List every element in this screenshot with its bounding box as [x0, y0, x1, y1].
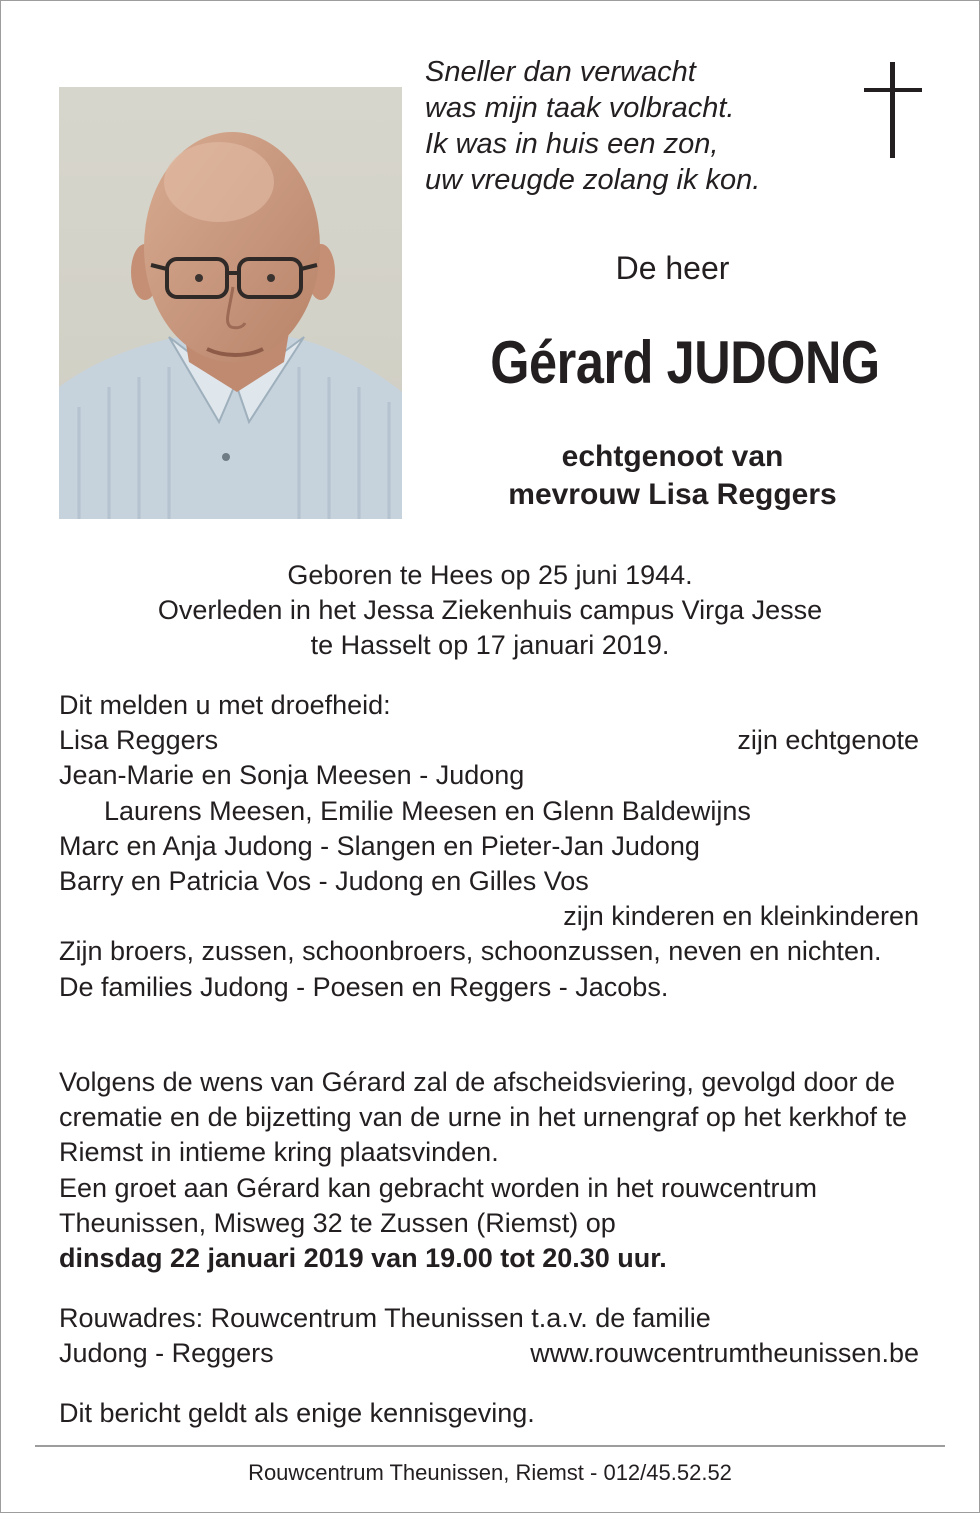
footer-divider	[35, 1445, 945, 1447]
memorial-poem	[425, 54, 760, 198]
greeting-text: Een groet aan Gérard kan gebracht worden in het rouwcentrum Theunissen, Misweg 32 te Zussen (Riemst) op	[59, 1172, 817, 1238]
death-line: Overleden in het Jessa Ziekenhuis campus Virga Jesse	[157, 595, 823, 625]
ceremony-info	[59, 1065, 919, 1276]
spouse-block	[420, 438, 925, 514]
announce-intro: Dit melden u met droefheid:	[59, 690, 391, 720]
honorific: De heer	[615, 250, 730, 286]
death-place-line: te Hasselt op 17 januari 2019.	[310, 630, 670, 660]
footer-contact: Rouwcentrum Theunissen, Riemst - 012/45.52.52	[248, 1460, 732, 1485]
spouse-line-1: echtgenoot van	[561, 440, 784, 473]
ceremony-text: Volgens de wens van Gérard zal de afscheidsviering, gevolgd door de crematie en de bijzetting van de urne in het urnengraf op het kerkhof te Riemst in intieme kring plaatsvinden.	[59, 1067, 908, 1168]
family-line: Barry en Patricia Vos - Judong en Gilles Vos	[59, 865, 589, 896]
poem-line: Ik was in huis een zon,	[425, 128, 719, 160]
family-announcement	[59, 688, 919, 1005]
address-line-2: Judong - Reggers	[59, 1338, 274, 1369]
mourning-address	[59, 1301, 919, 1371]
poem-line: was mijn taak volbracht.	[425, 92, 735, 124]
greeting-datetime: dinsdag 22 januari 2019 van 19.00 tot 20.30 uur.	[59, 1243, 667, 1274]
address-line-1: Rouwadres: Rouwcentrum Theunissen t.a.v. de familie	[59, 1303, 711, 1333]
portrait-photo	[59, 87, 402, 519]
spouse-line-2: mevrouw Lisa Reggers	[508, 478, 837, 511]
birth-line: Geboren te Hees op 25 juni 1944.	[287, 560, 693, 590]
spouse-name: Lisa Reggers	[59, 725, 219, 756]
families-line: De families Judong - Poesen en Reggers - Jacobs.	[59, 971, 669, 1002]
family-line: Marc en Anja Judong - Slangen en Pieter-Jan Judong	[59, 830, 700, 861]
poem-line: Sneller dan verwacht	[425, 56, 696, 88]
family-line: Jean-Marie en Sonja Meesen - Judong	[59, 760, 525, 791]
spouse-role: zijn echtgenote	[737, 725, 919, 756]
poem-line: uw vreugde zolang ik kon.	[425, 164, 761, 196]
notice-line: Dit bericht geldt als enige kennisgeving.	[59, 1398, 535, 1428]
children-role: zijn kinderen en kleinkinderen	[563, 901, 919, 932]
spouse-row	[59, 723, 919, 758]
cross-icon	[864, 62, 922, 165]
children-role-row	[59, 899, 919, 934]
family-line: Laurens Meesen, Emilie Meesen en Glenn Baldewijns	[104, 795, 751, 826]
website-link[interactable]: www.rouwcentrumtheunissen.be	[530, 1338, 919, 1369]
address-row-2	[59, 1336, 919, 1371]
deceased-name: Gérard JUDONG	[490, 329, 880, 396]
birth-death-info	[0, 558, 980, 663]
siblings-line: Zijn broers, zussen, schoonbroers, schoonzussen, neven en nichten.	[59, 936, 882, 967]
